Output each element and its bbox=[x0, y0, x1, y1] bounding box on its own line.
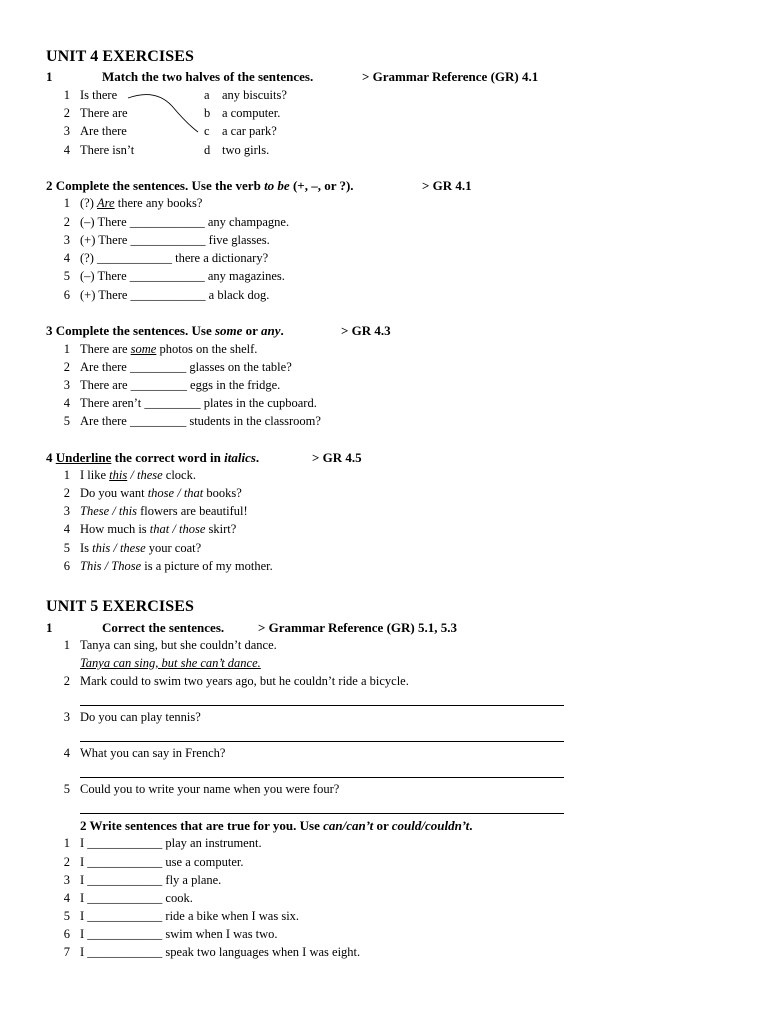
ex3-ref: > GR 4.3 bbox=[341, 323, 391, 338]
list-item: b a computer. bbox=[204, 106, 281, 120]
unit4-ex3-heading: 3 Complete the sentences. Use some or any. > GR 4.3 bbox=[46, 323, 391, 338]
unit4-ex2-heading: 2 Complete the sentences. Use the verb to be (+, –, or ?). > GR 4.1 bbox=[46, 178, 472, 193]
list-item: a any biscuits? bbox=[204, 88, 287, 102]
unit5-ex2-heading: 2 Write sentences that are true for you. Use can/can’t or could/couldn’t. bbox=[80, 818, 473, 833]
answer-line[interactable] bbox=[80, 813, 564, 814]
example-correction: Tanya can sing, but she can’t dance. bbox=[80, 656, 261, 670]
answer-line[interactable] bbox=[80, 741, 564, 742]
answer-line[interactable] bbox=[80, 705, 564, 706]
ex1-ref: > Grammar Reference (GR) 4.1 bbox=[362, 69, 539, 84]
example-answer: some bbox=[130, 342, 157, 356]
ex1-instruction: Match the two halves of the sentences. bbox=[102, 69, 314, 84]
unit4-ex1-heading bbox=[46, 69, 539, 85]
ex2-ref: > GR 4.1 bbox=[422, 178, 472, 193]
unit5-ex1-heading: 1 Correct the sentences. > Grammar Reference (GR) 5.1, 5.3 bbox=[46, 620, 457, 635]
ex1-number: 1 bbox=[46, 69, 53, 84]
unit4-title: UNIT 4 EXERCISES bbox=[46, 48, 195, 65]
list-item: d two girls. bbox=[204, 143, 270, 157]
unit4-ex4-heading: 4 Underline the correct word in italics. > GR 4.5 bbox=[46, 450, 362, 465]
answer-line[interactable] bbox=[80, 777, 564, 778]
worksheet-page: UNIT 4 EXERCISES 1 Match the two halves of the sentences. > Grammar Reference (GR) 4.1 1 Is there 2 There are 3 Are there 4 There isn’t a any biscuits? b a computer. c a car park? d two girls. 2 Complete the sentences. Use the verb to be (+, –, or ?). > GR 4.1 1 (?) Are there any books? 2 (–) There ____________ any champagne. 3 (+) There ____________ five glasses. 4 (?) ____________ there a dictionary? 5 (–) There ____________ any magazines. 6 (+) There ____________ a black dog. 3 Complete the sentences. Use some or any. > GR 4.3 1 There are some photos on the shelf. 2 Are there _________ glasses on the table? 3 There are _________ eggs in the fridge. 4 There aren’t _________ plates in the cupboard. 5 Are there _________ students in the classroom? 4 Underline the correct word in italics. > GR 4.5 1 I like this / these clock. 2 Do you want those / that books? 3 These / this flowers are beautiful! 4 How much is that / those skirt? 5 Is this / these your coat? 6 This / Those is a picture of my mother. UNIT 5 EXERCISES 1 Correct the sentences. > Grammar Reference (GR) 5.1, 5.3 1 Tanya can sing, but she couldn’t dance. Tanya can sing, but she can’t dance. 2 Mark could to swim two years ago, but he couldn’t ride a bicycle. 3 Do you can play tennis? 4 What you can say in French? 5 Could you to write your name when you were four? 2 Write sentences that are true for you. Use can/can’t or could/couldn’t. 1 I ____________ play an instrument. 2 I ____________ use a computer. 3 I ____________ fly a plane. 4 I ____________ cook. 5 I ____________ ride a bike when I was six. 6 I ____________ swim when I was two. 7 I ____________ speak two languages when I was eight. bbox=[0, 0, 768, 1024]
unit5-title: UNIT 5 EXERCISES bbox=[46, 598, 195, 615]
unit5-ex1-ref: > Grammar Reference (GR) 5.1, 5.3 bbox=[258, 620, 457, 635]
list-item: c a car park? bbox=[204, 124, 277, 138]
ex4-ref: > GR 4.5 bbox=[312, 450, 362, 465]
example-answer: Are bbox=[97, 196, 115, 210]
